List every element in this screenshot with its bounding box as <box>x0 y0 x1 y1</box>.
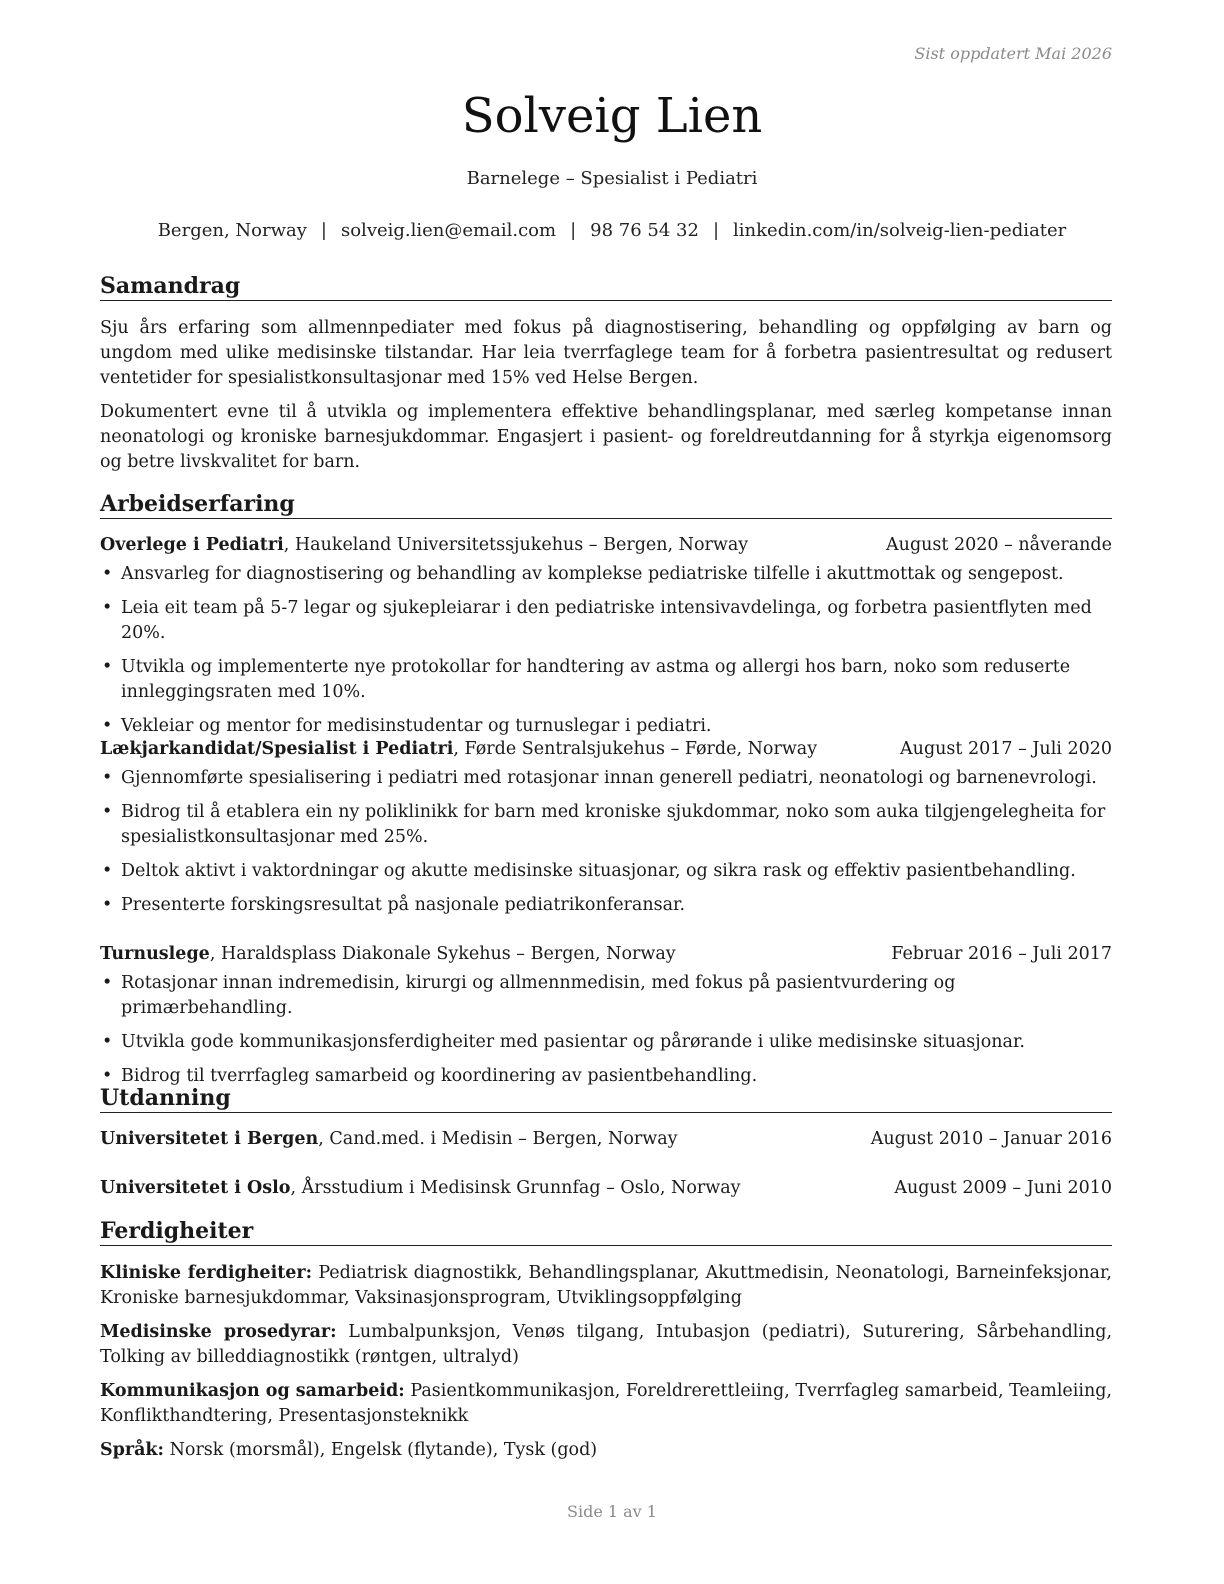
job-role: Turnuslege <box>100 944 210 964</box>
education-school: Universitetet i Oslo <box>100 1178 291 1198</box>
job-bullets <box>100 971 1112 1089</box>
section-title-skills: Ferdigheiter <box>100 1217 1112 1246</box>
education-section <box>100 1084 1112 1113</box>
contact-line <box>0 220 1224 241</box>
list-item: • Vekleiar og mentor for medisinstudentar og turnuslegar i pediatri. <box>100 714 1112 739</box>
contact-location: Bergen, Norway <box>157 220 307 241</box>
job-place: , Haukeland Universitetssjukehus – Bergen, Norway <box>283 535 749 555</box>
skill-value: Norsk (morsmål), Engelsk (flytande), Tysk (god) <box>164 1440 598 1460</box>
contact-separator: | <box>320 220 327 241</box>
summary-paragraph: Dokumentert evne til å utvikla og implementera effektive behandlingsplanar, med særleg kompetanse innan neonatologi og kroniske barnesjukdommar. Engasjert i pasient- og foreldreutdanning for å styrkja eigenomsorg og betre livskvalitet for barn. <box>100 402 1112 472</box>
contact-separator: | <box>570 220 577 241</box>
list-item: • Utvikla gode kommunikasjonsferdigheiter med pasientar og pårørande i ulike medisinske situasjonar. <box>100 1030 1112 1055</box>
page-number: Side 1 av 1 <box>567 1502 657 1521</box>
job-role-place <box>100 533 748 557</box>
skill-value: Lumbalpunksjon, Venøs tilgang, Intubasjon (pediatri), Suturering, Sårbehandling, Tolking av billeddiagnostikk (røntgen, ultralyd) <box>100 1322 1113 1367</box>
list-item: • Leia eit team på 5-7 legar og sjukepleiarar i den pediatriske intensivavdelinga, og forbetra pasientflyten med 20%. <box>100 596 1112 646</box>
education-school-detail <box>100 1176 741 1200</box>
skill-label: Språk: <box>100 1440 165 1460</box>
contact-phone: 98 76 54 32 <box>590 220 699 241</box>
education-school-detail <box>100 1127 678 1151</box>
contact-separator: | <box>712 220 720 241</box>
contact-email[interactable]: solveig.lien@email.com <box>340 220 557 241</box>
list-item: • Gjennomførte spesialisering i pediatri med rotasjonar innan generell pediatri, neonatologi og barnenevrologi. <box>100 766 1112 791</box>
experience-section <box>100 490 1112 519</box>
section-title-summary: Samandrag <box>100 272 1112 301</box>
job-dates: Februar 2016 – Juli 2017 <box>891 944 1112 964</box>
job-header <box>100 737 1112 761</box>
education-header <box>100 1176 1112 1200</box>
list-item: • Rotasjonar innan indremedisin, kirurgi og allmennmedisin, med fokus på pasientvurdering og primærbehandling. <box>100 971 1112 1021</box>
skill-row <box>100 1438 1112 1463</box>
summary-section <box>100 272 1112 475</box>
education-entry <box>100 1127 1112 1151</box>
contact-linkedin[interactable]: linkedin.com/in/solveig-lien-pediater <box>733 220 1067 241</box>
list-item: • Deltok aktivt i vaktordningar og akutte medisinske situasjonar, og sikra rask og effektiv pasientbehandling. <box>100 859 1112 884</box>
skill-row <box>100 1320 1112 1370</box>
job-title: Barnelege – Spesialist i Pediatri <box>466 168 758 189</box>
education-school: Universitetet i Bergen <box>100 1129 319 1149</box>
job-entry <box>100 737 1112 918</box>
skill-label: Kommunikasjon og samarbeid: <box>100 1381 405 1401</box>
job-dates: August 2017 – Juli 2020 <box>900 739 1112 759</box>
education-dates: August 2009 – Juni 2010 <box>894 1178 1112 1198</box>
job-place: , Førde Sentralsjukehus – Førde, Norway <box>453 739 818 759</box>
person-name: Solveig Lien <box>461 88 763 144</box>
education-dates: August 2010 – Januar 2016 <box>870 1129 1112 1149</box>
skill-row <box>100 1379 1112 1429</box>
job-dates: August 2020 – nåverande <box>886 535 1112 555</box>
job-header <box>100 942 1112 966</box>
list-item: • Bidrog til tverrfagleg samarbeid og koordinering av pasientbehandling. <box>100 1064 1112 1089</box>
skill-row <box>100 1261 1112 1311</box>
education-detail: , Årsstudium i Medisinsk Grunnfag – Oslo, Norway <box>290 1178 741 1198</box>
list-item: • Utvikla og implementerte nye protokollar for handtering av astma og allergi hos barn, noko som reduserte innleggingsraten med 10%. <box>100 655 1112 705</box>
skills-section <box>100 1217 1112 1463</box>
list-item: • Presenterte forskingsresultat på nasjonale pediatrikonferansar. <box>100 893 1112 918</box>
job-bullets <box>100 766 1112 918</box>
skill-label: Medisinske prosedyrar: <box>100 1322 337 1342</box>
list-item: • Bidrog til å etablera ein ny poliklinikk for barn med kroniske sjukdommar, noko som auka tilgjengelegheita for spesialistkonsultasjonar med 25%. <box>100 800 1112 850</box>
education-entry <box>100 1176 1112 1200</box>
skill-value: Pasientkommunikasjon, Foreldrerettleiing, Tverrfagleg samarbeid, Teamleiing, Konflikthandtering, Presentasjonsteknikk <box>100 1381 1112 1426</box>
education-detail: , Cand.med. i Medisin – Bergen, Norway <box>318 1129 678 1149</box>
job-place: , Haraldsplass Diakonale Sykehus – Bergen, Norway <box>209 944 676 964</box>
job-role: Overlege i Pediatri <box>100 535 284 555</box>
section-title-education: Utdanning <box>100 1084 1112 1113</box>
job-role-place <box>100 942 676 966</box>
job-role-place <box>100 737 817 761</box>
job-role: Lækjarkandidat/Spesialist i Pediatri <box>100 739 454 759</box>
job-header <box>100 533 1112 557</box>
job-bullets <box>100 562 1112 739</box>
education-header <box>100 1127 1112 1151</box>
job-entry <box>100 942 1112 1089</box>
job-entry <box>100 533 1112 739</box>
summary-paragraph: Sju års erfaring som allmennpediater med fokus på diagnostisering, behandling og oppfølging av barn og ungdom med ulike medisinske tilstandar. Har leia tverrfaglege team for å forbetra pasientresultat og redusert ventetider for spesialistkonsultasjonar med 15% ved Helse Bergen. <box>100 318 1112 388</box>
skill-label: Kliniske ferdigheiter: <box>100 1263 313 1283</box>
list-item: • Ansvarleg for diagnostisering og behandling av komplekse pediatriske tilfelle i akuttmottak og sengepost. <box>100 562 1112 587</box>
section-title-experience: Arbeidserfaring <box>100 490 1112 519</box>
last-updated: Sist oppdatert Mai 2026 <box>914 44 1112 63</box>
skill-value: Pediatrisk diagnostikk, Behandlingsplanar, Akuttmedisin, Neonatologi, Barneinfeksjonar, Kroniske barnesjukdommar, Vaksinasjonsprogram, Utviklingsoppfølging <box>100 1263 1112 1308</box>
